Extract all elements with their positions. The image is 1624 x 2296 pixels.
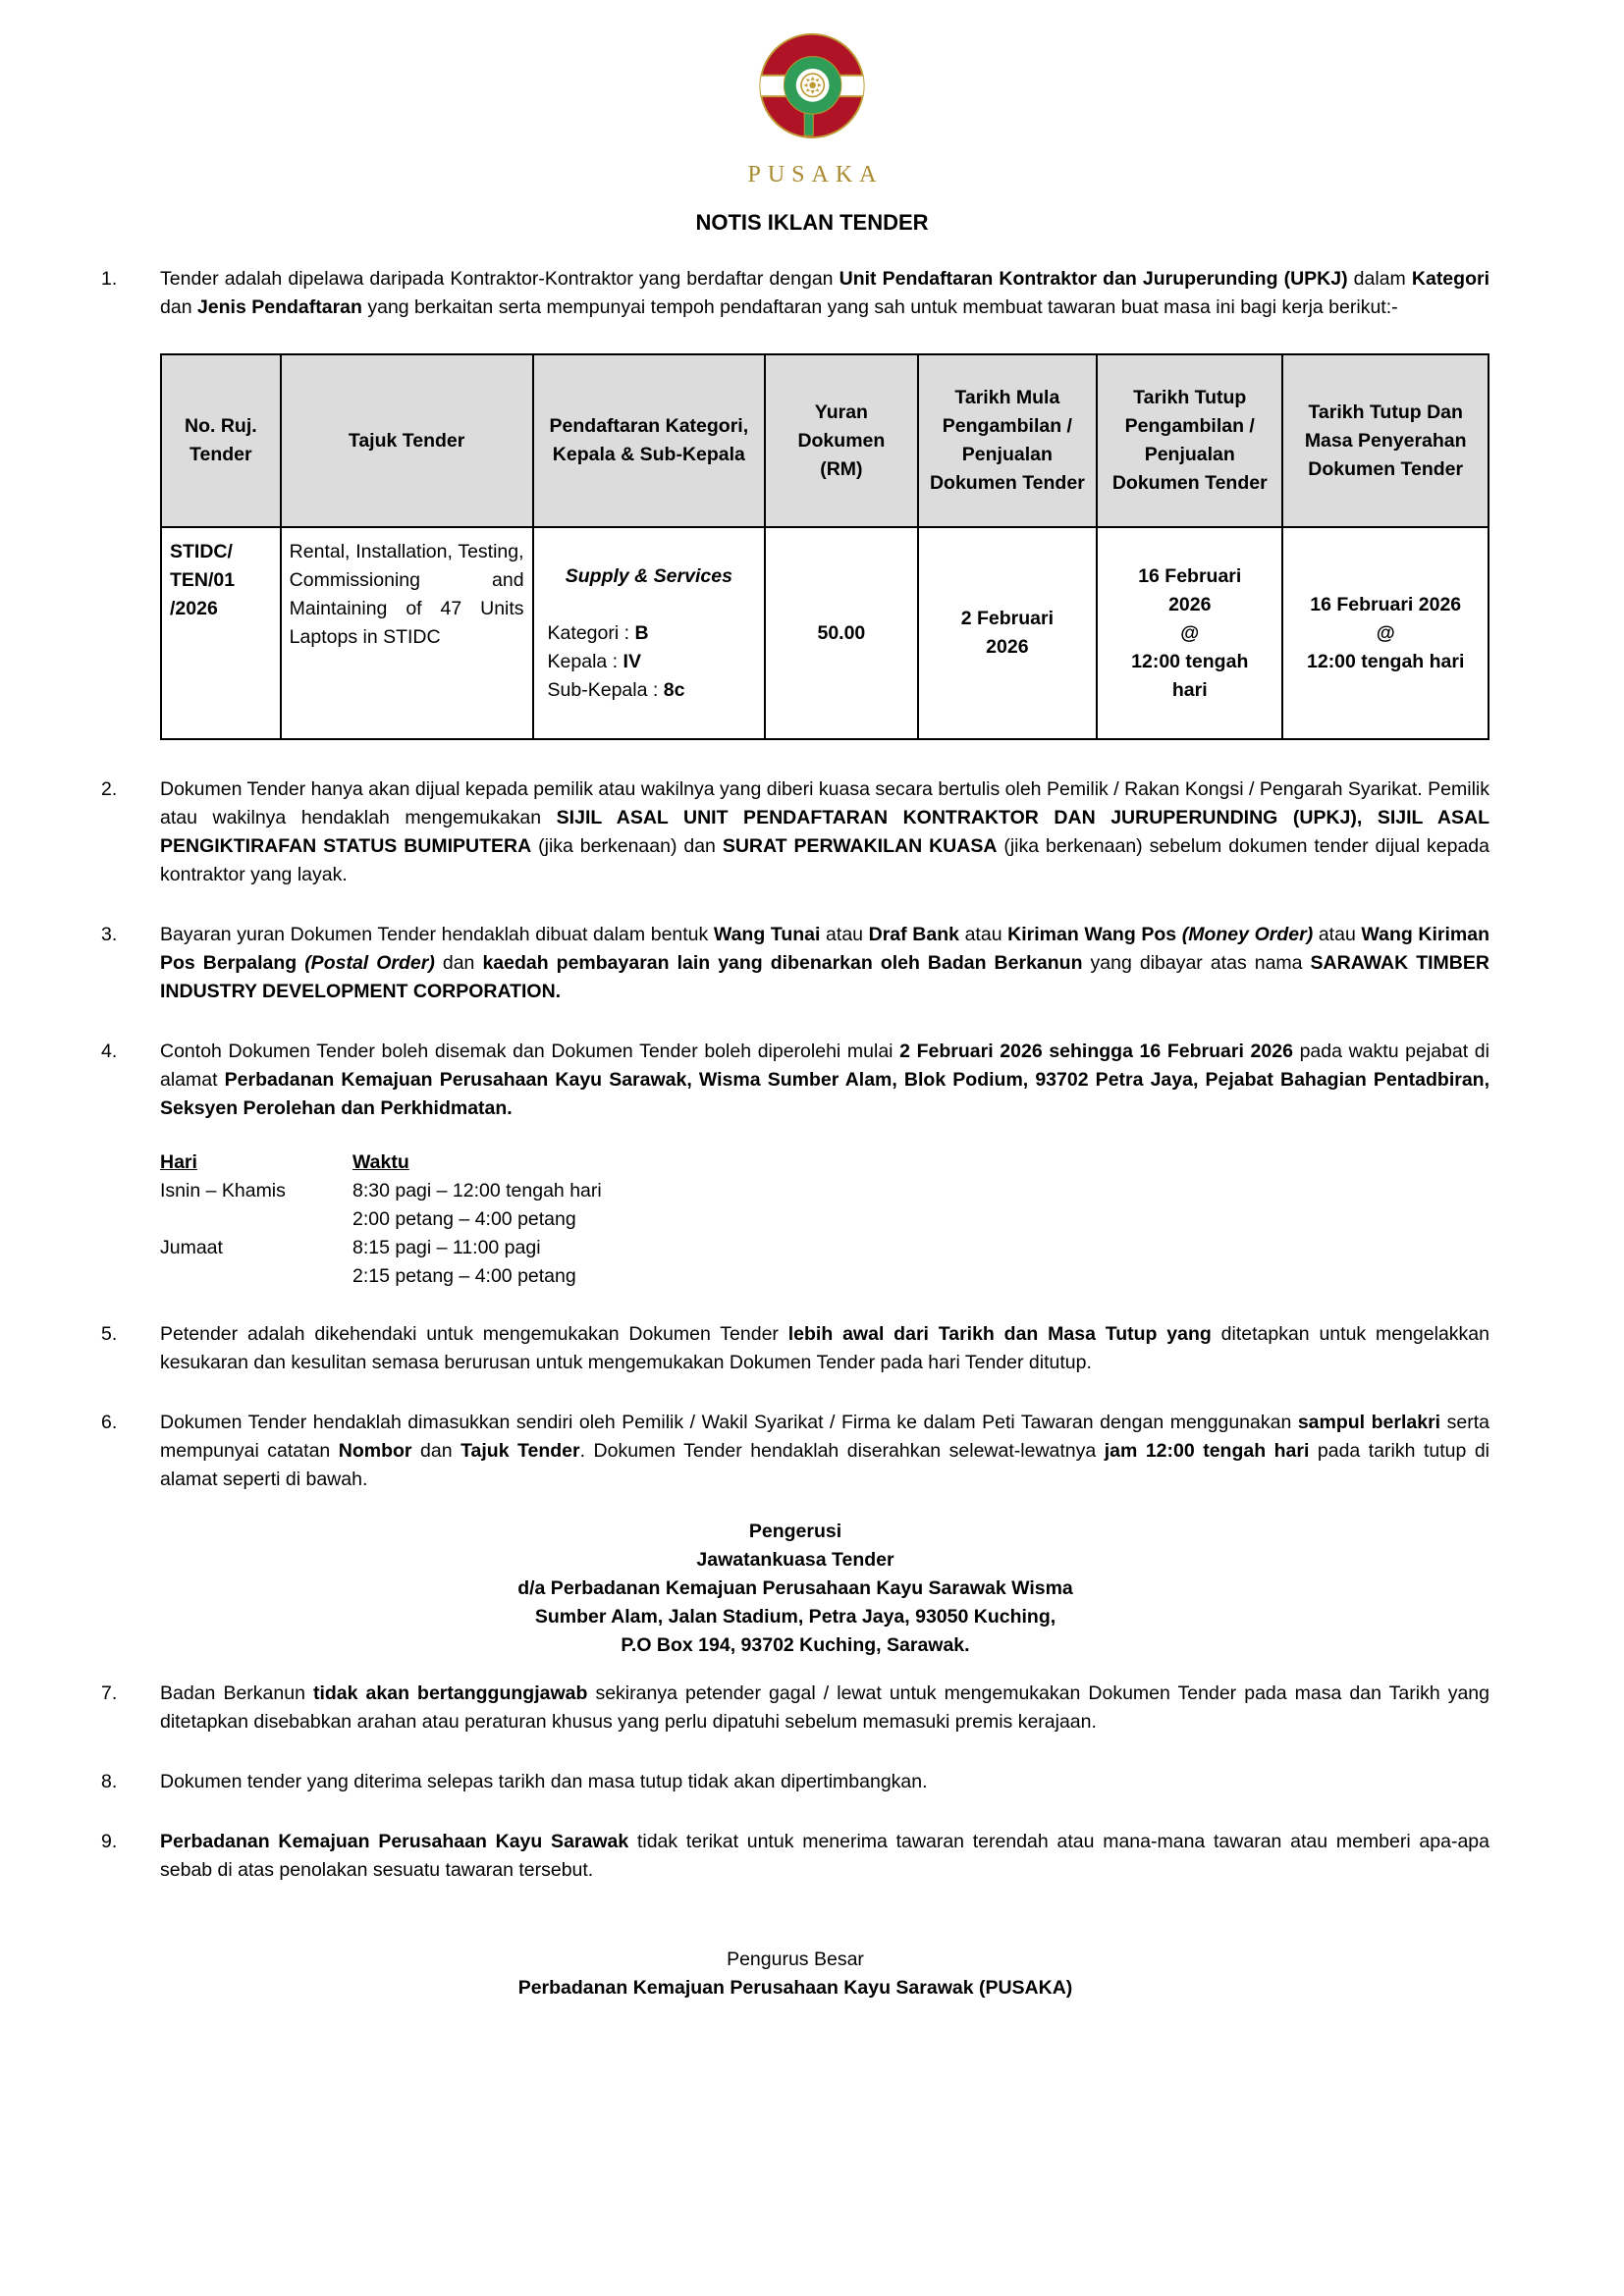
schedule-times	[352, 1177, 1489, 1234]
item-text	[160, 775, 1489, 889]
cell-tarikh-mula	[918, 527, 1098, 739]
text-line: 2026	[986, 636, 1029, 658]
document-header	[0, 29, 1624, 236]
item-number: 1.	[101, 268, 118, 290]
text-segment: yang dibayar atas nama	[1082, 952, 1311, 974]
text-segment: atau	[1313, 924, 1362, 945]
item-text	[160, 1038, 1489, 1123]
text-line: 2:00 petang – 4:00 petang	[352, 1208, 576, 1230]
column-header-tarikh-penyerahan: Tarikh Tutup Dan Masa Penyerahan Dokumen Tender	[1282, 354, 1489, 527]
text-segment: Dokumen tender yang diterima selepas tarikh dan masa tutup tidak akan dipertimbangkan.	[160, 1771, 928, 1792]
text-segment: tidak akan bertanggungjawab	[312, 1682, 588, 1704]
text-segment: atau	[820, 924, 869, 945]
schedule-day: Jumaat	[160, 1237, 223, 1258]
text-segment: atau	[958, 924, 1008, 945]
list-item-9	[101, 1828, 1489, 1885]
address-line: Pengerusi	[748, 1521, 842, 1542]
text-segment: Dokumen Tender hanya akan dijual kepada pemilik atau wakilnya yang diberi kuasa secara bertulis oleh Pemilik / Rakan Kongsi / Pengarah Syarikat. Pemilik atau wakilnya hendaklah mengemukakan	[160, 778, 1489, 828]
text-segment: jam 12:00 tengah hari	[1104, 1440, 1310, 1462]
address-line: d/a Perbadanan Kemajuan Perusahaan Kayu Sarawak Wisma	[517, 1577, 1073, 1599]
text-line: @	[1180, 621, 1200, 644]
cell-tajuk-tender: Rental, Installation, Testing, Commissioning and Maintaining of 47 Units Laptops in STIDC	[281, 527, 533, 739]
text-segment: Perbadanan Kemajuan Perusahaan Kayu Sarawak	[160, 1831, 629, 1852]
text-segment: (Postal Order)	[304, 952, 435, 974]
text-line: 8:30 pagi – 12:00 tengah hari	[352, 1180, 602, 1201]
table-row	[161, 527, 1489, 739]
item-text	[160, 265, 1489, 322]
text-line: 2 Februari	[960, 608, 1055, 629]
item-number: 5.	[101, 1323, 118, 1345]
item-number: 6.	[101, 1412, 118, 1433]
item-number: 3.	[101, 924, 118, 945]
text-segment: (jika berkenaan) sebelum dokumen tender dijual kepada kontraktor yang layak.	[160, 835, 1489, 885]
list-item-7	[101, 1680, 1489, 1736]
text-segment: pada waktu pejabat di alamat	[160, 1041, 1489, 1091]
address-block	[101, 1518, 1489, 1660]
text-segment: tidak terikat untuk menerima tawaran terendah atau mana-mana tawaran atau memberi apa-apa sebab di atas penolakan sesuatu tawaran tersebut.	[160, 1831, 1489, 1881]
cell-tarikh-penyerahan	[1282, 527, 1489, 739]
schedule-day-header-label: Hari	[160, 1151, 197, 1173]
text-segment: Dokumen Tender hendaklah dimasukkan sendiri oleh Pemilik / Wakil Syarikat / Firma ke dalam Peti Tawaran dengan menggunakan	[160, 1412, 1298, 1433]
address-line: P.O Box 194, 93702 Kuching, Sarawak.	[621, 1634, 970, 1656]
text-line: 2:15 petang – 4:00 petang	[352, 1265, 576, 1287]
schedule-time-header-label: Waktu	[352, 1151, 409, 1173]
text-segment: Petender adalah dikehendaki untuk mengemukakan Dokumen Tender	[160, 1323, 788, 1345]
text-segment: Kiriman Wang Pos	[1007, 924, 1182, 945]
office-hours-schedule	[160, 1148, 1489, 1291]
cell-pendaftaran	[533, 527, 766, 739]
text-segment: Wang Tunai	[713, 924, 821, 945]
text-segment: serta mempunyai catatan	[160, 1412, 1489, 1462]
text-segment: Tender adalah dipelawa daripada Kontraktor-Kontraktor yang berdaftar dengan	[160, 268, 839, 290]
label: Kategori :	[547, 621, 635, 644]
text-line: 16 Februari 2026	[1310, 593, 1462, 615]
schedule-header-row	[160, 1148, 1489, 1177]
text-segment: Draf Bank	[868, 924, 959, 945]
text-segment: Perbadanan Kemajuan Perusahaan Kayu Sarawak, Wisma Sumber Alam, Blok Podium, 93702 Petra Jaya, Pejabat Bahagian Pentadbiran, Seksyen Perolehan dan Perkhidmatan.	[160, 1069, 1489, 1119]
text-line: 12:00 tengah hari	[1307, 650, 1465, 672]
text-segment: Kategori	[1411, 268, 1489, 290]
text-line: STIDC/	[170, 541, 233, 562]
text-segment: . Dokumen Tender hendaklah diserahkan selewat-lewatnya	[579, 1440, 1105, 1462]
pendaftaran-category-title: Supply & Services	[565, 564, 732, 587]
signature-role: Pengurus Besar	[727, 1949, 864, 1970]
label-value-line	[548, 676, 751, 705]
cell-yuran-dokumen: 50.00	[765, 527, 917, 739]
text-line: /2026	[170, 598, 218, 619]
item-text	[160, 1320, 1489, 1377]
table-header-row	[161, 354, 1489, 527]
text-segment: dan	[160, 296, 197, 318]
text-segment: Unit Pendaftaran Kontraktor dan Juruperunding (UPKJ)	[839, 268, 1348, 290]
text-line: 8:15 pagi – 11:00 pagi	[352, 1237, 541, 1258]
cell-tarikh-tutup	[1097, 527, 1282, 739]
text-segment: dan	[434, 952, 483, 974]
label-value-line	[548, 619, 751, 648]
text-segment: kaedah pembayaran lain yang dibenarkan oleh Badan Berkanun	[482, 952, 1083, 974]
item-text	[160, 1409, 1489, 1494]
text-segment: Nombor	[338, 1440, 412, 1462]
pusaka-logo	[740, 29, 883, 187]
text-segment: 2 Februari 2026 sehingga 16 Februari 2026	[899, 1041, 1293, 1062]
column-header-tarikh-tutup: Tarikh Tutup Pengambilan / Penjualan Dokumen Tender	[1097, 354, 1282, 527]
text-segment: sampul berlakri	[1297, 1412, 1441, 1433]
page-title: NOTIS IKLAN TENDER	[695, 210, 929, 235]
text-segment: Jenis Pendaftaran	[196, 296, 362, 318]
text-segment: ditetapkan untuk mengelakkan kesukaran dan kesulitan semasa berurusan untuk mengemukakan Dokumen Tender pada hari Tender ditutup.	[160, 1323, 1489, 1373]
text-segment: Bayaran yuran Dokumen Tender hendaklah dibuat dalam bentuk	[160, 924, 714, 945]
text-segment: SIJIL ASAL UNIT PENDAFTARAN KONTRAKTOR DAN JURUPERUNDING (UPKJ), SIJIL ASAL PENGIKTIRAFAN STATUS BUMIPUTERA	[160, 807, 1489, 857]
list-item-2	[101, 775, 1489, 889]
schedule-times	[352, 1234, 1489, 1291]
pusaka-logo-icon	[748, 29, 876, 151]
item-text	[160, 921, 1489, 1006]
list-item-1	[101, 265, 1489, 322]
column-header-tarikh-mula: Tarikh Mula Pengambilan / Penjualan Dokumen Tender	[918, 354, 1098, 527]
schedule-row-friday	[160, 1234, 1489, 1291]
list-item-6	[101, 1409, 1489, 1494]
text-segment: sekiranya petender gagal / lewat untuk mengemukakan Dokumen Tender pada masa dan Tarikh yang ditetapkan disebabkan arahan atau peraturan khusus yang perlu dipatuhi sebelum memasuki premis kerajaan.	[160, 1682, 1489, 1733]
label: Sub-Kepala :	[547, 678, 664, 701]
address-line: Sumber Alam, Jalan Stadium, Petra Jaya, 93050 Kuching,	[534, 1606, 1056, 1628]
text-line: 2026	[1168, 593, 1212, 615]
tender-table	[160, 353, 1489, 740]
schedule-time-header	[352, 1148, 1489, 1177]
item-number: 8.	[101, 1771, 118, 1792]
signature-block	[101, 1946, 1489, 2002]
text-line: TEN/01	[170, 569, 236, 591]
list-item-3	[101, 921, 1489, 1006]
text-segment: SURAT PERWAKILAN KUASA	[722, 835, 998, 857]
pendaftaran-details	[548, 619, 751, 705]
list-item-5	[101, 1320, 1489, 1377]
cell-no-ruj-tender	[161, 527, 281, 739]
text-segment: Tajuk Tender	[460, 1440, 580, 1462]
text-segment: Badan Berkanun	[160, 1682, 313, 1704]
text-segment: dan	[411, 1440, 461, 1462]
text-segment: (Money Order)	[1181, 924, 1314, 945]
text-segment: Contoh Dokumen Tender boleh disemak dan Dokumen Tender boleh diperolehi mulai	[160, 1041, 900, 1062]
text-segment: dalam	[1347, 268, 1412, 290]
text-line: 12:00 tengah	[1131, 650, 1249, 672]
column-header-pendaftaran: Pendaftaran Kategori, Kepala & Sub-Kepala	[533, 354, 766, 527]
item-text	[160, 1768, 1489, 1796]
text-segment: pada tarikh tutup di alamat seperti di bawah.	[160, 1440, 1489, 1490]
text-segment: yang berkaitan serta mempunyai tempoh pendaftaran yang sah untuk membuat tawaran buat masa ini bagi kerja berikut:-	[361, 296, 1398, 318]
column-header-yuran: Yuran Dokumen (RM)	[765, 354, 917, 527]
item-number: 2.	[101, 778, 118, 800]
value: B	[634, 621, 649, 644]
value: IV	[623, 650, 641, 672]
address-line: Jawatankuasa Tender	[696, 1549, 894, 1571]
item-number: 4.	[101, 1041, 118, 1062]
label: Kepala :	[547, 650, 623, 672]
text-segment: Wang Kiriman Pos Berpalang	[160, 924, 1489, 974]
item-text	[160, 1680, 1489, 1736]
list-item-8	[101, 1768, 1489, 1796]
schedule-day-header	[160, 1148, 352, 1177]
value: 8c	[663, 678, 685, 701]
signature-org: Perbadanan Kemajuan Perusahaan Kayu Sarawak (PUSAKA)	[517, 1977, 1073, 1999]
text-line: hari	[1171, 678, 1208, 701]
item-number: 9.	[101, 1831, 118, 1852]
text-segment: SARAWAK TIMBER INDUSTRY DEVELOPMENT CORPORATION.	[160, 952, 1489, 1002]
item-text	[160, 1828, 1489, 1885]
item-number: 7.	[101, 1682, 118, 1704]
schedule-day: Isnin – Khamis	[160, 1180, 286, 1201]
text-segment: lebih awal dari Tarikh dan Masa Tutup yang	[787, 1323, 1212, 1345]
list-item-4	[101, 1038, 1489, 1123]
schedule-row-weekdays	[160, 1177, 1489, 1234]
column-header-tajuk: Tajuk Tender	[281, 354, 533, 527]
label-value-line	[548, 648, 751, 676]
text-line: 16 Februari	[1138, 564, 1242, 587]
brand-text: PUSAKA	[747, 162, 884, 187]
text-segment: (jika berkenaan) dan	[531, 835, 723, 857]
text-line: @	[1376, 621, 1395, 644]
column-header-no-ruj: No. Ruj. Tender	[161, 354, 281, 527]
